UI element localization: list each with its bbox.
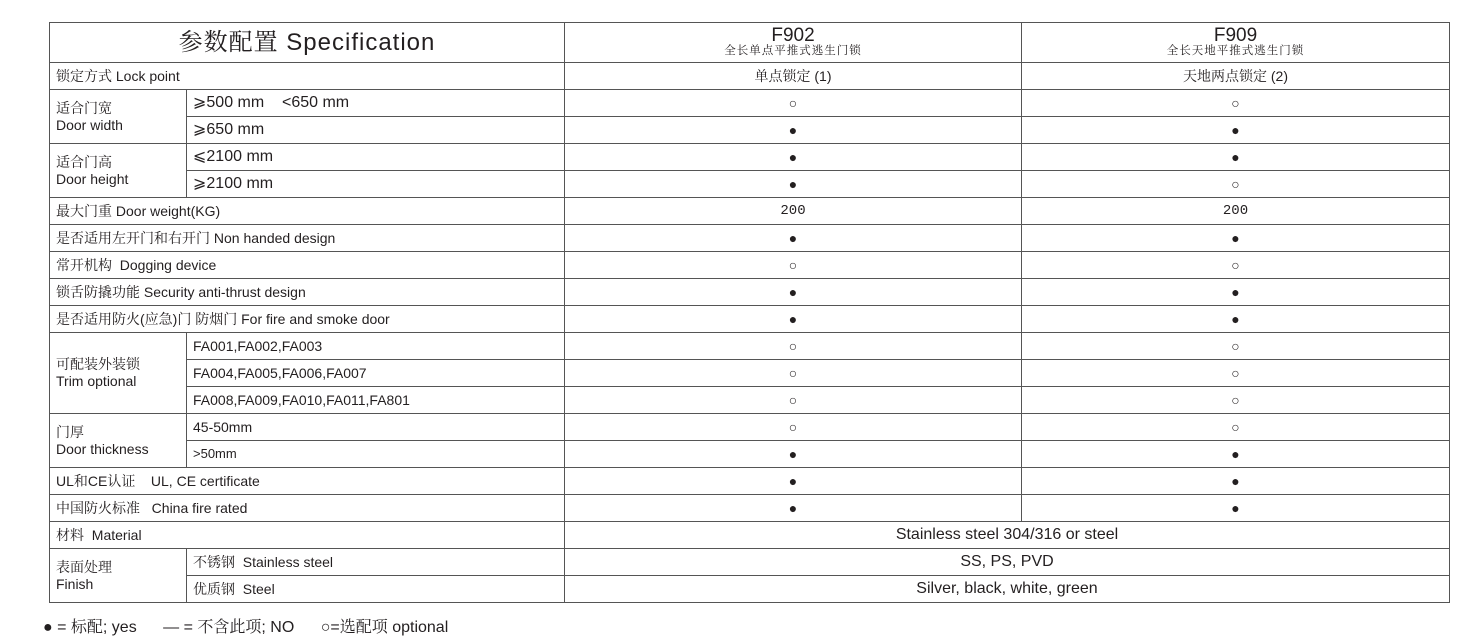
- lock-point-f909: 天地两点锁定 (2): [1022, 63, 1450, 90]
- material-value: Stainless steel 304/316 or steel: [565, 522, 1450, 549]
- lock-point-f902: 单点锁定 (1): [565, 63, 1022, 90]
- trim-sub-1-f909: ○: [1022, 333, 1450, 360]
- door-height-cn: 适合门高: [56, 153, 112, 170]
- row-lock-point: [50, 63, 1450, 90]
- row-door-width-1: [50, 90, 1450, 117]
- trim-group-label: [50, 333, 187, 414]
- row-door-height-1: [50, 144, 1450, 171]
- non-handed-f902: ●: [565, 225, 1022, 252]
- trim-sub-2-f909: ○: [1022, 360, 1450, 387]
- trim-sub-1-f902: ○: [565, 333, 1022, 360]
- row-ul-ce: [50, 468, 1450, 495]
- door-height-group-label: [50, 144, 187, 198]
- anti-thrust-label: 锁舌防撬功能 Security anti-thrust design: [50, 279, 565, 306]
- finish-sub-2-value: Silver, black, white, green: [565, 576, 1450, 603]
- model-f902-header: [565, 23, 1022, 63]
- door-height-sub-1-label: ⩽2100 mm: [187, 144, 565, 171]
- door-weight-f909: 200: [1022, 198, 1450, 225]
- table-title: 参数配置 Specification: [50, 23, 565, 63]
- dogging-label: 常开机构 Dogging device: [50, 252, 565, 279]
- thickness-sub-1-label: 45-50mm: [187, 414, 565, 441]
- material-label: 材料 Material: [50, 522, 565, 549]
- model-f902-desc: 全长单点平推式逃生门锁: [724, 45, 862, 57]
- door-width-sub-2-f909: ●: [1022, 117, 1450, 144]
- dogging-f909: ○: [1022, 252, 1450, 279]
- legend-none: — = 不含此项; NO: [163, 619, 295, 636]
- thickness-sub-1-f902: ○: [565, 414, 1022, 441]
- fire-smoke-f902: ●: [565, 306, 1022, 333]
- door-weight-f902: 200: [565, 198, 1022, 225]
- trim-sub-2-label: FA004,FA005,FA006,FA007: [187, 360, 565, 387]
- finish-sub-1-value: SS, PS, PVD: [565, 549, 1450, 576]
- row-anti-thrust: [50, 279, 1450, 306]
- thickness-group-label: [50, 414, 187, 468]
- ul-ce-f909: ●: [1022, 468, 1450, 495]
- row-finish-1: [50, 549, 1450, 576]
- dogging-f902: ○: [565, 252, 1022, 279]
- thickness-sub-2-f902: ●: [565, 441, 1022, 468]
- china-fire-label: 中国防火标准 China fire rated: [50, 495, 565, 522]
- china-fire-f902: ●: [565, 495, 1022, 522]
- thickness-sub-2-label: >50mm: [187, 441, 565, 468]
- ul-ce-f902: ●: [565, 468, 1022, 495]
- trim-sub-2-f902: ○: [565, 360, 1022, 387]
- door-height-sub-1-f902: ●: [565, 144, 1022, 171]
- door-height-sub-1-f909: ●: [1022, 144, 1450, 171]
- door-height-sub-2-f902: ●: [565, 171, 1022, 198]
- model-f902-code: F902: [771, 25, 815, 46]
- door-width-sub-1-label: ⩾500 mm <650 mm: [187, 90, 565, 117]
- door-width-cn: 适合门宽: [56, 99, 112, 116]
- legend-standard: ● = 标配; yes: [43, 619, 137, 636]
- row-fire-smoke: [50, 306, 1450, 333]
- row-non-handed: [50, 225, 1450, 252]
- row-trim-1: [50, 333, 1450, 360]
- row-dogging: [50, 252, 1450, 279]
- row-material: [50, 522, 1450, 549]
- thickness-sub-1-f909: ○: [1022, 414, 1450, 441]
- finish-sub-1-label: 不锈钢 Stainless steel: [187, 549, 565, 576]
- spec-table: [49, 22, 1450, 603]
- legend-optional: ○=选配项 optional: [320, 619, 449, 636]
- ul-ce-label: UL和CE认证 UL, CE certificate: [50, 468, 565, 495]
- row-trim-3: [50, 387, 1450, 414]
- trim-sub-1-label: FA001,FA002,FA003: [187, 333, 565, 360]
- trim-en: Trim optional: [56, 373, 137, 389]
- fire-smoke-label: 是否适用防火(应急)门 防烟门 For fire and smoke door: [50, 306, 565, 333]
- door-height-en: Door height: [56, 170, 129, 187]
- header-row: [50, 23, 1450, 63]
- row-door-height-2: [50, 171, 1450, 198]
- finish-en: Finish: [56, 575, 94, 592]
- fire-smoke-f909: ●: [1022, 306, 1450, 333]
- door-weight-label: 最大门重 Door weight(KG): [50, 198, 565, 225]
- model-f909-code: F909: [1213, 25, 1258, 46]
- finish-group-label: [50, 549, 187, 603]
- trim-sub-3-f902: ○: [565, 387, 1022, 414]
- row-thickness-1: [50, 414, 1450, 441]
- china-fire-f909: ●: [1022, 495, 1450, 522]
- trim-cn: 可配装外装锁: [56, 356, 140, 372]
- door-width-sub-2-label: ⩾650 mm: [187, 117, 565, 144]
- anti-thrust-f902: ●: [565, 279, 1022, 306]
- row-china-fire: [50, 495, 1450, 522]
- non-handed-label: 是否适用左开门和右开门 Non handed design: [50, 225, 565, 252]
- trim-sub-3-label: FA008,FA009,FA010,FA011,FA801: [187, 387, 565, 414]
- door-width-group-label: [50, 90, 187, 144]
- row-thickness-2: [50, 441, 1450, 468]
- row-door-weight: [50, 198, 1450, 225]
- door-width-en: Door width: [56, 116, 123, 133]
- door-width-sub-1-f902: ○: [565, 90, 1022, 117]
- lock-point-label: 锁定方式 Lock point: [50, 63, 565, 90]
- door-height-sub-2-label: ⩾2100 mm: [187, 171, 565, 198]
- thickness-sub-2-f909: ●: [1022, 441, 1450, 468]
- anti-thrust-f909: ●: [1022, 279, 1450, 306]
- trim-sub-3-f909: ○: [1022, 387, 1450, 414]
- door-width-sub-2-f902: ●: [565, 117, 1022, 144]
- door-height-sub-2-f909: ○: [1022, 171, 1450, 198]
- finish-cn: 表面处理: [56, 558, 112, 575]
- thickness-cn: 门厚: [56, 423, 84, 440]
- thickness-en: Door thickness: [56, 440, 149, 457]
- door-width-sub-1-f909: ○: [1022, 90, 1450, 117]
- model-f909-desc: 全长天地平推式逃生门锁: [1166, 45, 1305, 57]
- row-trim-2: [50, 360, 1450, 387]
- row-finish-2: [50, 576, 1450, 603]
- row-door-width-2: [50, 117, 1450, 144]
- legend: [43, 614, 452, 637]
- non-handed-f909: ●: [1022, 225, 1450, 252]
- finish-sub-2-label: 优质钢 Steel: [187, 576, 565, 603]
- model-f909-header: [1022, 23, 1450, 63]
